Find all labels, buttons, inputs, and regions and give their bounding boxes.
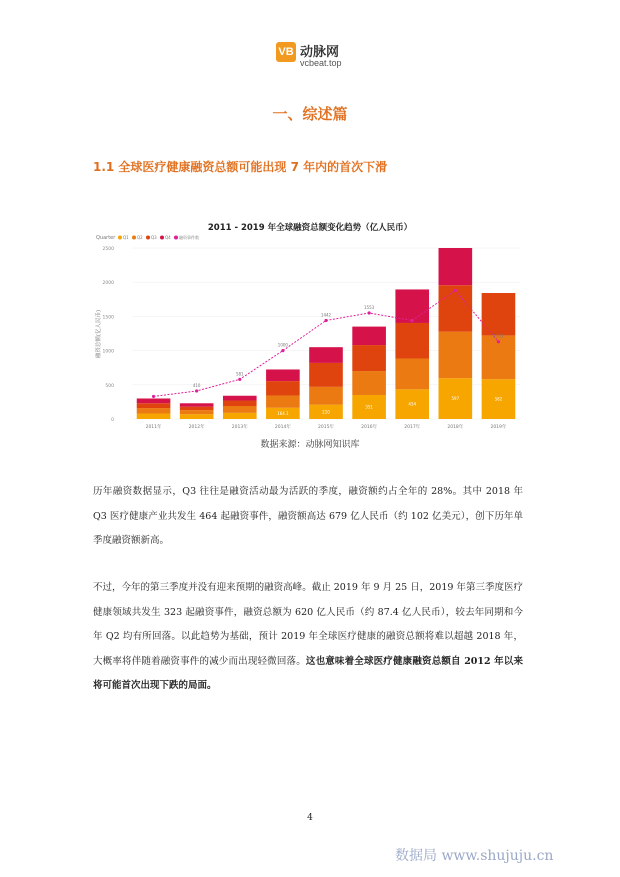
bar-segment-q4	[223, 396, 257, 401]
vcbeat-logo	[276, 40, 356, 74]
page-number: 4	[307, 813, 313, 823]
x-tick-label: 2011年	[145, 425, 162, 430]
x-tick-label: 2017年	[404, 425, 421, 430]
bar-segment-q1	[137, 414, 171, 419]
bar-data-label: 597	[451, 396, 460, 402]
bar-segment-q4	[137, 398, 171, 403]
section-title: 一、综述篇	[272, 105, 348, 123]
event-count-point	[497, 340, 500, 343]
y-tick-label: 1000	[102, 349, 114, 355]
event-count-point	[411, 319, 414, 322]
watermark: 数据局 www.shujuju.cn	[395, 848, 554, 864]
legend-label: Q2	[137, 235, 143, 240]
event-count-point	[281, 349, 284, 352]
event-count-point	[454, 289, 457, 292]
bar-segment-q3	[352, 345, 386, 371]
x-tick-label: 2018年	[447, 425, 464, 430]
x-tick-label: 2014年	[274, 425, 291, 430]
x-tick-label: 2015年	[318, 425, 334, 430]
bar-segment-q4	[352, 327, 386, 345]
line-data-label: 1000	[277, 342, 288, 348]
legend-label: Q1	[123, 235, 129, 240]
bar-data-label: 582	[494, 396, 503, 402]
line-data-label: 410	[192, 382, 201, 388]
legend-label: 融资事件数	[179, 235, 199, 240]
bar-segment-q2	[309, 387, 343, 405]
y-tick-label: 1500	[102, 315, 114, 321]
bar-segment-q2	[266, 395, 300, 407]
bar-segment-q3	[395, 323, 429, 359]
bar-segment-q3	[223, 401, 257, 406]
line-data-label: 1131	[493, 333, 504, 339]
legend-swatch	[118, 236, 122, 240]
legend-title: Quarter	[96, 235, 116, 241]
paragraph-2-text: 不过，今年的第三季度并没有迎来预期的融资高峰。截止 2019 年 9 月 25 日，2019 年第三季度医疗健康领域共发生 323 起融资事件，融资总额为 620 亿人民币（约 87.4 亿人民币），较去年同期和今年 Q2 均有所回落。以此趋势为基础，预计 2019 年全球医疗健康的融资总额将难以超越 2018 年，大概率将伴随着融资事件的减少而出现轻微回落。	[93, 582, 523, 667]
event-count-point	[152, 395, 155, 398]
funding-chart	[90, 212, 530, 432]
legend-label: Q3	[151, 235, 157, 240]
line-data-label: 1442	[320, 312, 332, 318]
data-source-note: 数据来源：动脉网知识库	[260, 440, 360, 450]
paragraph-2	[93, 576, 523, 699]
bar-segment-q4	[309, 347, 343, 363]
y-tick-label: 500	[105, 383, 114, 389]
bar-segment-q3	[180, 407, 214, 410]
event-count-point	[195, 389, 198, 392]
bar-data-label: 434	[408, 401, 417, 407]
paragraph-2-bold: 这也意味着全球医疗健康融资总额自 2012 年以来将可能首次出现下跌的局面。	[93, 655, 523, 691]
line-data-label: 1553	[364, 304, 375, 310]
bar-segment-q2	[223, 406, 257, 413]
legend-swatch	[174, 236, 178, 240]
x-tick-label: 2019年	[490, 425, 507, 430]
bar-segment-q3	[439, 285, 473, 331]
x-tick-label: 2016年	[361, 425, 378, 430]
x-tick-label: 2013年	[231, 425, 248, 430]
bar-data-label: 210	[322, 409, 330, 415]
logo-domain: vcbeat.top	[300, 58, 342, 68]
line-data-label: 581	[235, 371, 244, 377]
event-count-point	[238, 378, 241, 381]
bar-segment-q2	[439, 332, 473, 379]
logo-mark: VB	[276, 42, 296, 62]
subsection-title: 1.1 全球医疗健康融资总额可能出现 7 年内的首次下滑	[93, 160, 388, 174]
event-count-point	[368, 311, 371, 314]
event-count-point	[324, 319, 327, 322]
bar-segment-q1	[223, 413, 257, 419]
y-axis-label: 融资总额(亿人民币)	[96, 309, 102, 359]
bar-segment-q2	[180, 410, 214, 414]
bar-segment-q3	[137, 403, 171, 408]
bar-segment-q3	[266, 381, 300, 395]
bar-segment-q4	[395, 289, 429, 323]
logo-chinese-name: 动脉网	[300, 45, 340, 60]
bar-segment-q2	[137, 408, 171, 413]
paragraph-1: 历年融资数据显示，Q3 往往是融资活动最为活跃的季度，融资额约占全年的 28%。其中 2018 年 Q3 医疗健康产业共发生 464 起融资事件，融资额高达 679 亿人民币（约 102 亿美元），创下历年单季度融资额新高。	[93, 486, 523, 546]
y-tick-label: 2500	[102, 247, 114, 252]
bar-segment-q3	[482, 293, 516, 335]
legend-label: Q4	[165, 235, 171, 240]
bar-segment-q1	[180, 414, 214, 419]
y-tick-label: 0	[111, 418, 114, 423]
y-tick-label: 2000	[102, 281, 114, 287]
bar-segment-q4	[439, 248, 473, 285]
legend-swatch	[132, 236, 136, 240]
x-tick-label: 2012年	[188, 425, 205, 430]
bar-data-label: 164.1	[277, 410, 289, 416]
bar-segment-q2	[395, 359, 429, 390]
legend-swatch	[146, 236, 150, 240]
bar-segment-q4	[180, 403, 214, 406]
legend-swatch	[160, 236, 164, 240]
bar-segment-q3	[309, 363, 343, 387]
bar-segment-q4	[266, 369, 300, 381]
bar-segment-q2	[352, 371, 386, 395]
chart-title: 2011 - 2019 年全球融资总额变化趋势（亿人民币）	[207, 223, 413, 233]
bar-data-label: 351	[365, 404, 373, 410]
